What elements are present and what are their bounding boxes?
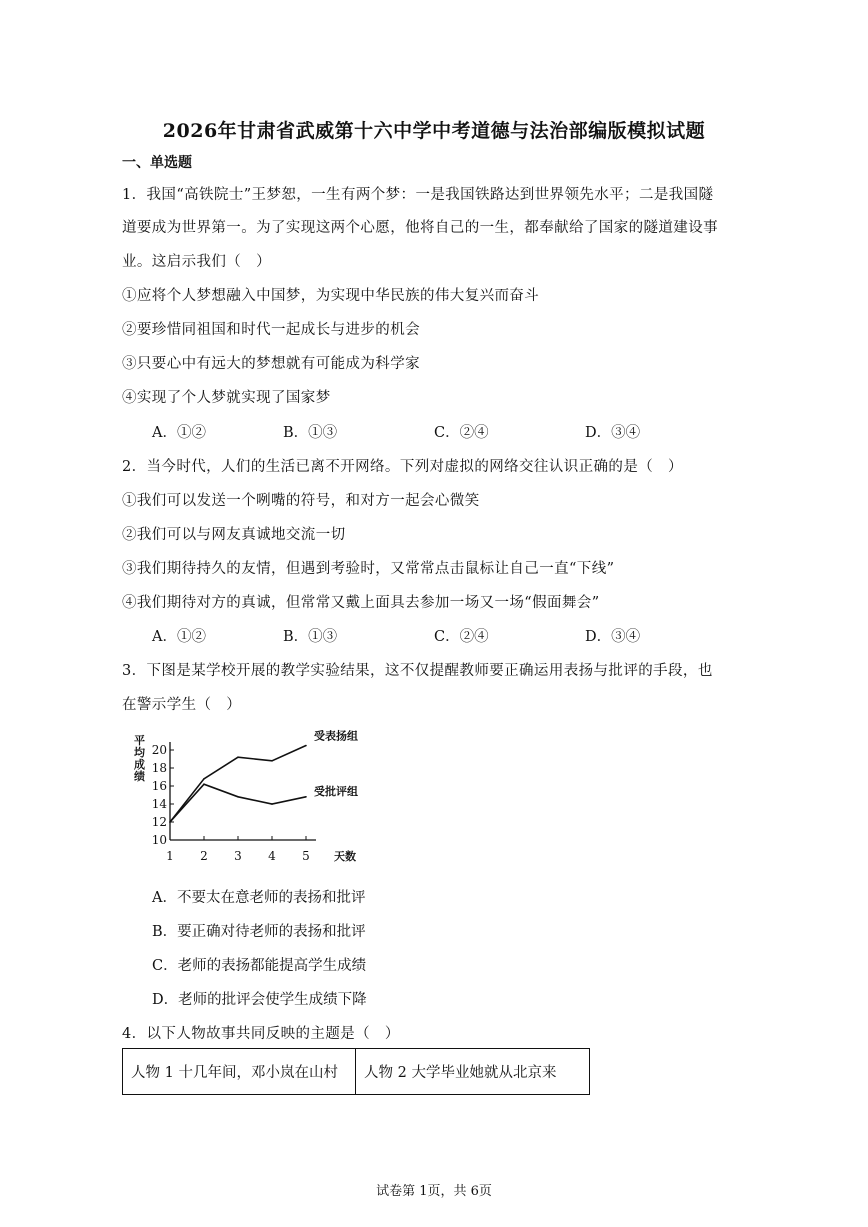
x-tick-label: 4 [268, 849, 276, 863]
q2-option-a[interactable]: A．①② [152, 629, 206, 645]
q4-cell-person-1: 人物 1 十几年间，邓小岚在山村 [123, 1049, 356, 1095]
q2-item-2: ②我们可以与网友真诚地交流一切 [122, 527, 346, 543]
q1-stem-line-1: 1．我国“高铁院士”王梦恕，一生有两个梦：一是我国铁路达到世界领先水平；二是我国隧 [122, 187, 714, 203]
q1-stem-line-2: 道要成为世界第一。为了实现这两个心愿，他将自己的一生，都奉献给了国家的隧道建设事 [122, 220, 718, 236]
x-tick-label: 3 [234, 849, 242, 863]
y-tick-label: 20 [151, 743, 167, 757]
q4-cell-person-2: 人物 2 大学毕业她就从北京来 [356, 1049, 590, 1095]
page-footer: 试卷第 1页，共 6页 [376, 1184, 492, 1199]
q2-item-1: ①我们可以发送一个咧嘴的符号，和对方一起会心微笑 [122, 493, 480, 509]
page-title: 2026年甘肃省武威第十六中学中考道德与法治部编版模拟试题 [162, 120, 706, 142]
series-1-point [203, 778, 205, 780]
q1-stem-line-3: 业。这启示我们（ ） [122, 254, 271, 270]
q2-option-d[interactable]: D．③④ [585, 629, 641, 645]
q3-stem-line-2: 在警示学生（ ） [122, 697, 242, 713]
x-tick-label: 2 [200, 849, 208, 863]
q3-stem-line-1: 3．下图是某学校开展的教学实验结果，这不仅提醒教师要正确运用表扬与批评的手段，也 [122, 663, 713, 679]
q4-table [122, 1048, 590, 1095]
q1-option-d[interactable]: D．③④ [585, 425, 641, 441]
series-2-point [203, 783, 205, 785]
q1-item-1: ①应将个人梦想融入中国梦，为实现中华民族的伟大复兴而奋斗 [122, 288, 540, 304]
x-tick-label: 1 [166, 849, 174, 863]
q1-option-b[interactable]: B．①③ [283, 425, 338, 441]
score-line-chart [128, 728, 378, 868]
series-1-point [271, 760, 273, 762]
q1-item-4: ④实现了个人梦就实现了国家梦 [122, 390, 331, 406]
series-1-point [305, 745, 307, 747]
y-tick-label: 14 [151, 797, 167, 811]
y-tick-label: 12 [151, 815, 167, 829]
q3-option-b[interactable]: B．要正确对待老师的表扬和批评 [152, 924, 366, 940]
y-tick-label: 18 [151, 761, 167, 775]
y-axis-label: 平均成绩 [134, 734, 145, 783]
series-line-2 [170, 784, 306, 822]
series-2-point [271, 803, 273, 805]
q1-option-a[interactable]: A．①② [152, 425, 206, 441]
q2-option-c[interactable]: C．②④ [434, 629, 489, 645]
series-1-point [237, 756, 239, 758]
q2-stem: 2．当今时代，人们的生活已离不开网络。下列对虚拟的网络交往认识正确的是（ ） [122, 459, 683, 475]
q4-stem: 4．以下人物故事共同反映的主题是（ ） [122, 1026, 400, 1042]
q3-option-c[interactable]: C．老师的表扬都能提高学生成绩 [152, 958, 367, 974]
series-label-2: 受批评组 [314, 784, 358, 798]
q2-item-3: ③我们期待持久的友情，但遇到考验时，又常常点击鼠标让自己一直“下线” [122, 561, 615, 577]
series-2-point [237, 796, 239, 798]
x-axis-label: 天数 [334, 850, 356, 863]
series-2-point [169, 821, 171, 823]
series-label-1: 受表扬组 [314, 729, 358, 743]
x-tick-label: 5 [302, 849, 310, 863]
y-tick-label: 16 [151, 779, 167, 793]
q1-item-2: ②要珍惜同祖国和时代一起成长与进步的机会 [122, 322, 420, 338]
y-tick-label: 10 [151, 833, 167, 847]
section-heading: 一、单选题 [122, 155, 192, 171]
q1-option-c[interactable]: C．②④ [434, 425, 489, 441]
q1-item-3: ③只要心中有远大的梦想就有可能成为科学家 [122, 356, 420, 372]
series-2-point [305, 796, 307, 798]
q2-option-b[interactable]: B．①③ [283, 629, 338, 645]
q3-option-a[interactable]: A．不要太在意老师的表扬和批评 [152, 890, 366, 906]
q2-item-4: ④我们期待对方的真诚，但常常又戴上面具去参加一场又一场“假面舞会” [122, 595, 600, 611]
q3-option-d[interactable]: D．老师的批评会使学生成绩下降 [152, 992, 367, 1008]
